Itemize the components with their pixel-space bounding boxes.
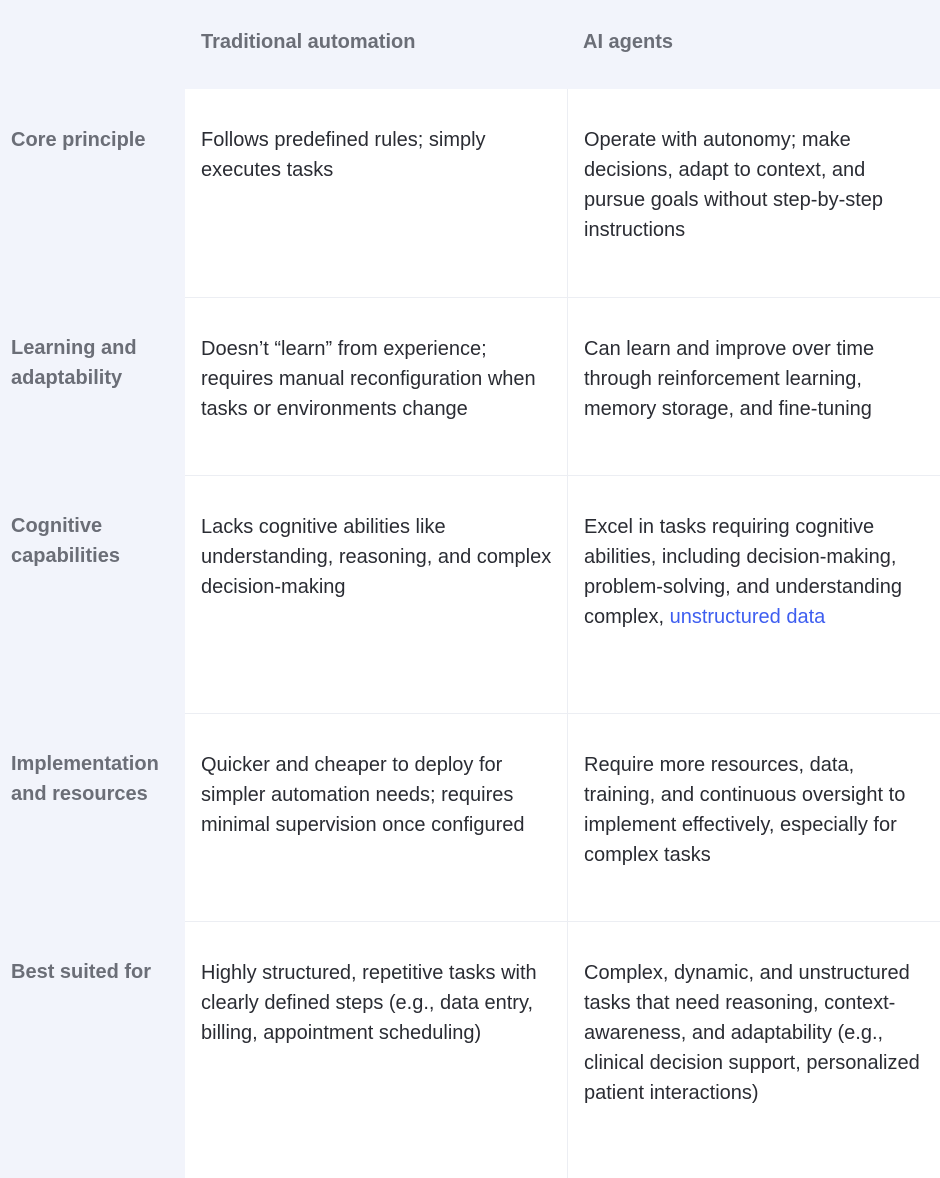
header-traditional-automation: Traditional automation <box>185 0 567 89</box>
row-label-cognitive-capabilities: Cognitive capabilities <box>0 475 185 713</box>
cell-traditional-implementation-resources: Quicker and cheaper to deploy for simpler automation needs; requires minimal supervision once configured <box>185 713 567 921</box>
row-label-best-suited-for: Best suited for <box>0 921 185 1178</box>
header-ai-agents: AI agents <box>567 0 940 89</box>
row-label-learning-adaptability: Learning and adaptability <box>0 297 185 475</box>
row-label-implementation-resources: Implementation and resources <box>0 713 185 921</box>
cell-traditional-best-suited-for: Highly structured, repetitive tasks with clearly defined steps (e.g., data entry, billing, appointment scheduling) <box>185 921 567 1178</box>
cell-ai-cognitive-capabilities <box>567 475 940 713</box>
unstructured-data-link[interactable]: unstructured data <box>669 606 826 628</box>
cell-ai-best-suited-for: Complex, dynamic, and unstructured tasks that need reasoning, context-awareness, and adaptability (e.g., clinical decision support, personalized patient interactions) <box>567 921 940 1178</box>
cell-traditional-core-principle: Follows predefined rules; simply executes tasks <box>201 129 486 181</box>
cell-ai-core-principle: Operate with autonomy; make decisions, adapt to context, and pursue goals without step-by-step instructions <box>567 89 940 297</box>
cell-ai-learning-adaptability: Can learn and improve over time through reinforcement learning, memory storage, and fine-tuning <box>567 297 940 475</box>
row-label-core-principle: Core principle <box>0 89 185 297</box>
cell-ai-implementation-resources: Require more resources, data, training, and continuous oversight to implement effectively, especially for complex tasks <box>567 713 940 921</box>
cell-traditional-learning-adaptability: Doesn’t “learn” from experience; requires manual reconfiguration when tasks or environments change <box>185 297 567 475</box>
cell-traditional-cognitive-capabilities: Lacks cognitive abilities like understanding, reasoning, and complex decision-making <box>185 475 567 713</box>
cell-ai-cognitive-text: Excel in tasks requiring cognitive abilities, including decision-making, problem-solving, and understanding complex, <box>584 516 902 628</box>
header-corner <box>0 0 185 89</box>
